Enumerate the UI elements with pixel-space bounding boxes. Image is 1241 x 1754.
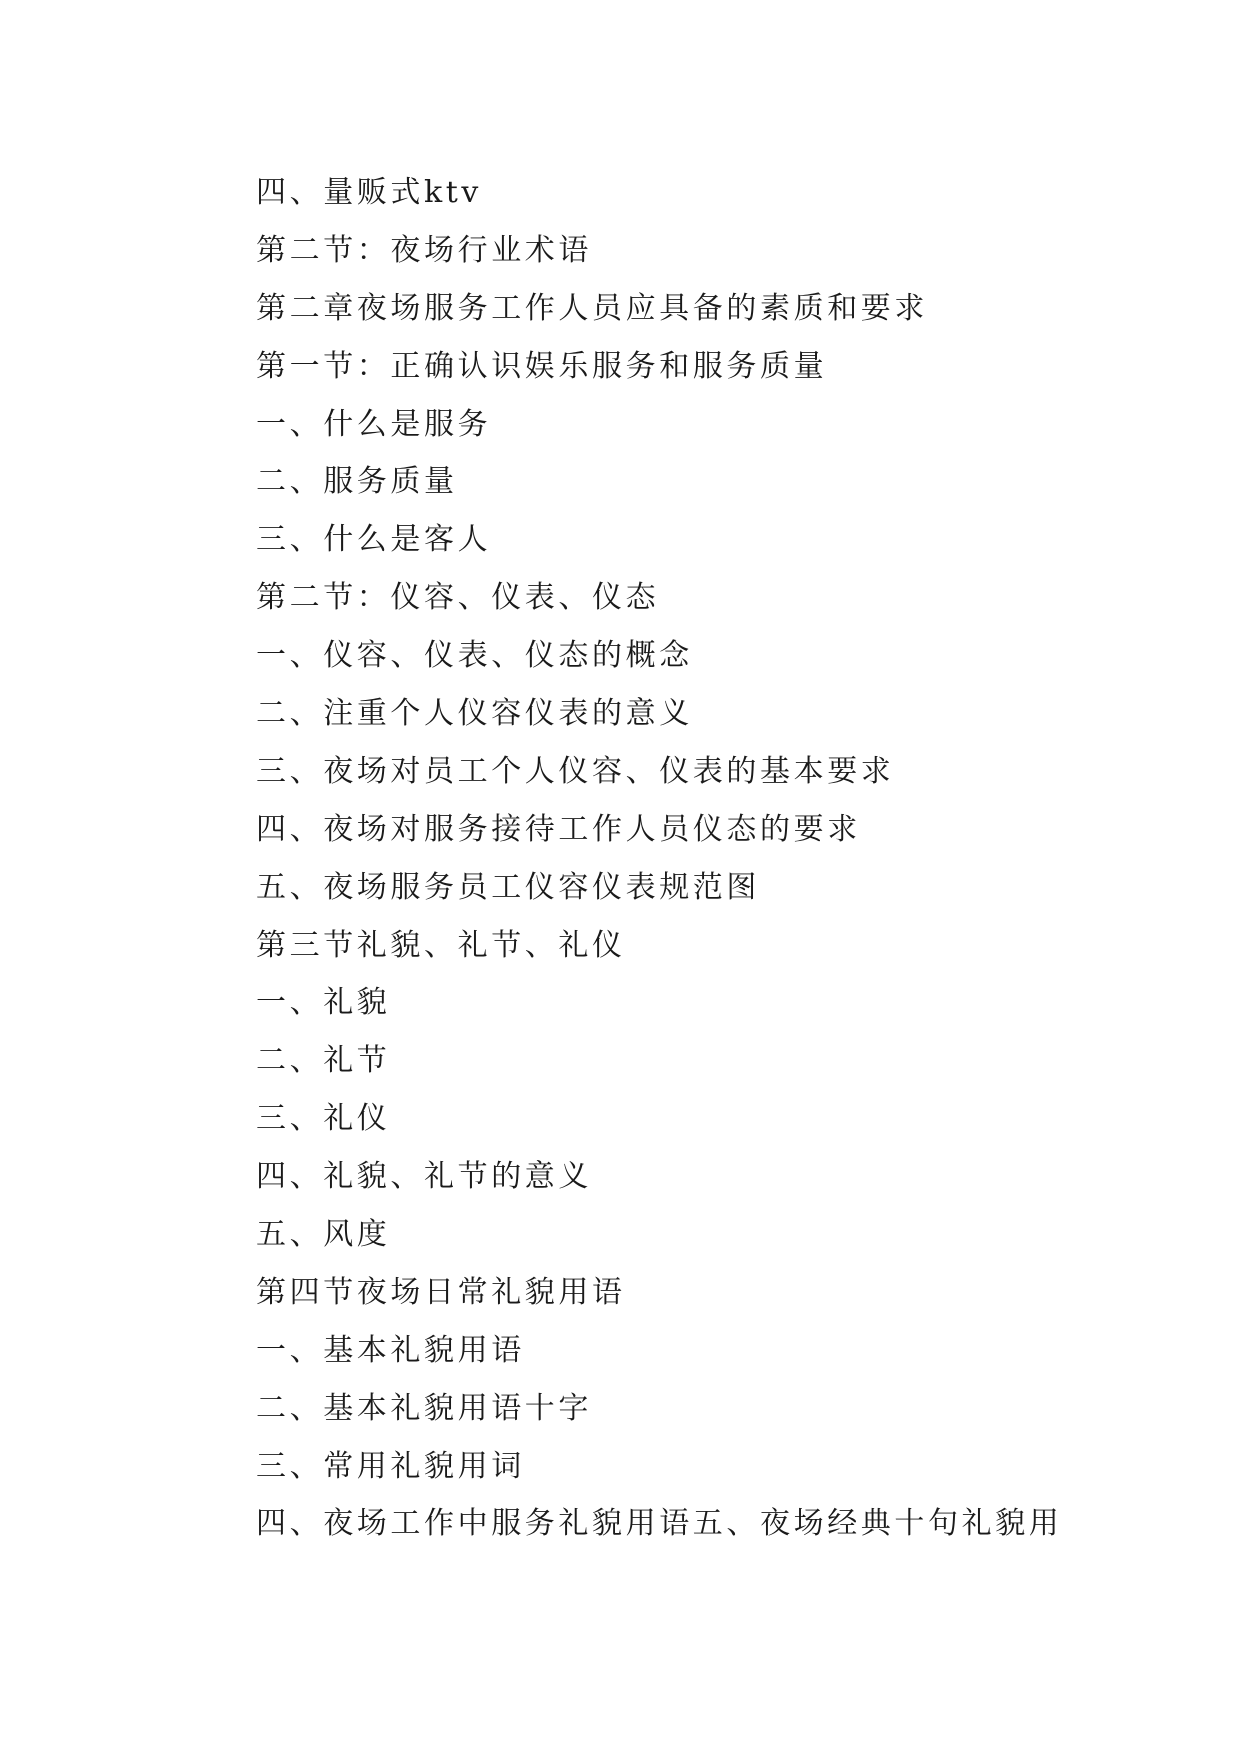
toc-line-item-common-words: 三、常用礼貌用词 — [256, 1448, 525, 1484]
toc-line-section-4-polite-phrases: 第四节夜场日常礼貌用语 — [256, 1274, 626, 1310]
toc-line-item-appearance-meaning: 二、注重个人仪容仪表的意义 — [256, 696, 693, 732]
toc-line-section-1-service-quality: 第一节：正确认识娱乐服务和服务质量 — [256, 348, 828, 384]
toc-line-item-ten-words: 二、基本礼貌用语十字 — [256, 1390, 592, 1426]
toc-line-item-courtesy: 二、礼节 — [256, 1043, 391, 1079]
toc-line-section-2-appearance: 第二节：仪容、仪表、仪态 — [256, 580, 660, 616]
toc-line-section-3-etiquette: 第三节礼貌、礼节、礼仪 — [256, 927, 626, 963]
toc-line-section-4-ktv: 四、量贩式ktv — [256, 175, 482, 210]
table-of-contents — [256, 164, 1156, 1553]
toc-line-item-work-phrases: 四、夜场工作中服务礼貌用语五、夜场经典十句礼貌用 — [256, 1506, 1063, 1542]
toc-line-section-2-terms: 第二节：夜场行业术语 — [256, 232, 592, 268]
toc-line-item-basic-phrases: 一、基本礼貌用语 — [256, 1332, 525, 1368]
toc-line-item-appearance-requirements: 三、夜场对员工个人仪容、仪表的基本要求 — [256, 753, 895, 789]
toc-line-item-posture-requirements: 四、夜场对服务接待工作人员仪态的要求 — [256, 811, 861, 847]
toc-line-item-etiquette-meaning: 四、礼貌、礼节的意义 — [256, 1159, 592, 1195]
toc-line-item-service-quality: 二、服务质量 — [256, 464, 458, 500]
toc-line-item-what-is-service: 一、什么是服务 — [256, 406, 492, 442]
toc-line-chapter-2: 第二章夜场服务工作人员应具备的素质和要求 — [256, 290, 928, 326]
toc-line-item-what-is-guest: 三、什么是客人 — [256, 522, 492, 558]
toc-line-item-politeness: 一、礼貌 — [256, 985, 391, 1021]
toc-line-item-ceremony: 三、礼仪 — [256, 1101, 391, 1137]
toc-line-item-appearance-concepts: 一、仪容、仪表、仪态的概念 — [256, 638, 693, 674]
toc-line-item-demeanor: 五、风度 — [256, 1217, 391, 1253]
toc-line-item-appearance-standards: 五、夜场服务员工仪容仪表规范图 — [256, 869, 760, 905]
